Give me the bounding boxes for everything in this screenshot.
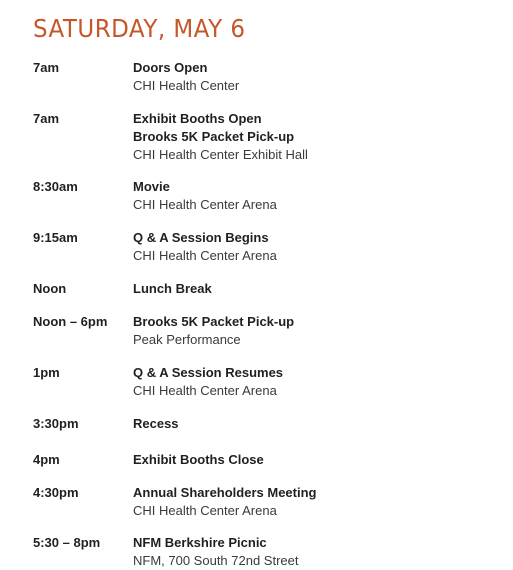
event-location: CHI Health Center Arena	[133, 197, 277, 212]
entry-time: 8:30am	[33, 179, 78, 194]
entry-details	[133, 451, 503, 469]
entry-details	[133, 364, 503, 400]
event-title: Recess	[133, 416, 179, 431]
page-title: SATURDAY, MAY 6	[33, 14, 246, 43]
entry-time: 1pm	[33, 365, 60, 380]
event-title: Doors Open	[133, 60, 208, 75]
entry-details	[133, 59, 503, 95]
event-title: NFM Berkshire Picnic	[133, 535, 267, 550]
event-location: CHI Health Center Arena	[133, 248, 277, 263]
entry-details	[133, 280, 503, 298]
event-location: CHI Health Center Exhibit Hall	[133, 147, 308, 162]
entry-time: 9:15am	[33, 230, 78, 245]
entry-details	[133, 110, 503, 164]
entry-details	[133, 229, 503, 265]
event-title: Q & A Session Begins	[133, 230, 269, 245]
event-title: Lunch Break	[133, 281, 212, 296]
entry-details	[133, 178, 503, 214]
entry-time: 4pm	[33, 452, 60, 467]
entry-time: 4:30pm	[33, 485, 79, 500]
entry-time: 7am	[33, 111, 60, 126]
event-title: Exhibit Booths Close	[133, 452, 264, 467]
event-title: Brooks 5K Packet Pick-up	[133, 314, 295, 329]
entry-time: Noon – 6pm	[33, 314, 108, 329]
entry-details	[133, 534, 503, 570]
event-title: Annual Shareholders Meeting	[133, 485, 317, 500]
entry-details	[133, 484, 503, 520]
entry-time: Noon	[33, 281, 67, 296]
entry-time: 7am	[33, 60, 60, 75]
event-title: Exhibit Booths Open	[133, 111, 262, 126]
entry-time: 5:30 – 8pm	[33, 535, 101, 550]
event-location: NFM, 700 South 72nd Street	[133, 553, 299, 568]
event-location: Peak Performance	[133, 332, 241, 347]
event-title: Brooks 5K Packet Pick-up	[133, 129, 295, 144]
event-location: CHI Health Center Arena	[133, 503, 277, 518]
event-title: Movie	[133, 179, 170, 194]
entry-details	[133, 313, 503, 349]
event-location: CHI Health Center	[133, 78, 240, 93]
event-location: CHI Health Center Arena	[133, 383, 277, 398]
event-title: Q & A Session Resumes	[133, 365, 284, 380]
entry-details	[133, 415, 503, 433]
entry-time: 3:30pm	[33, 416, 79, 431]
